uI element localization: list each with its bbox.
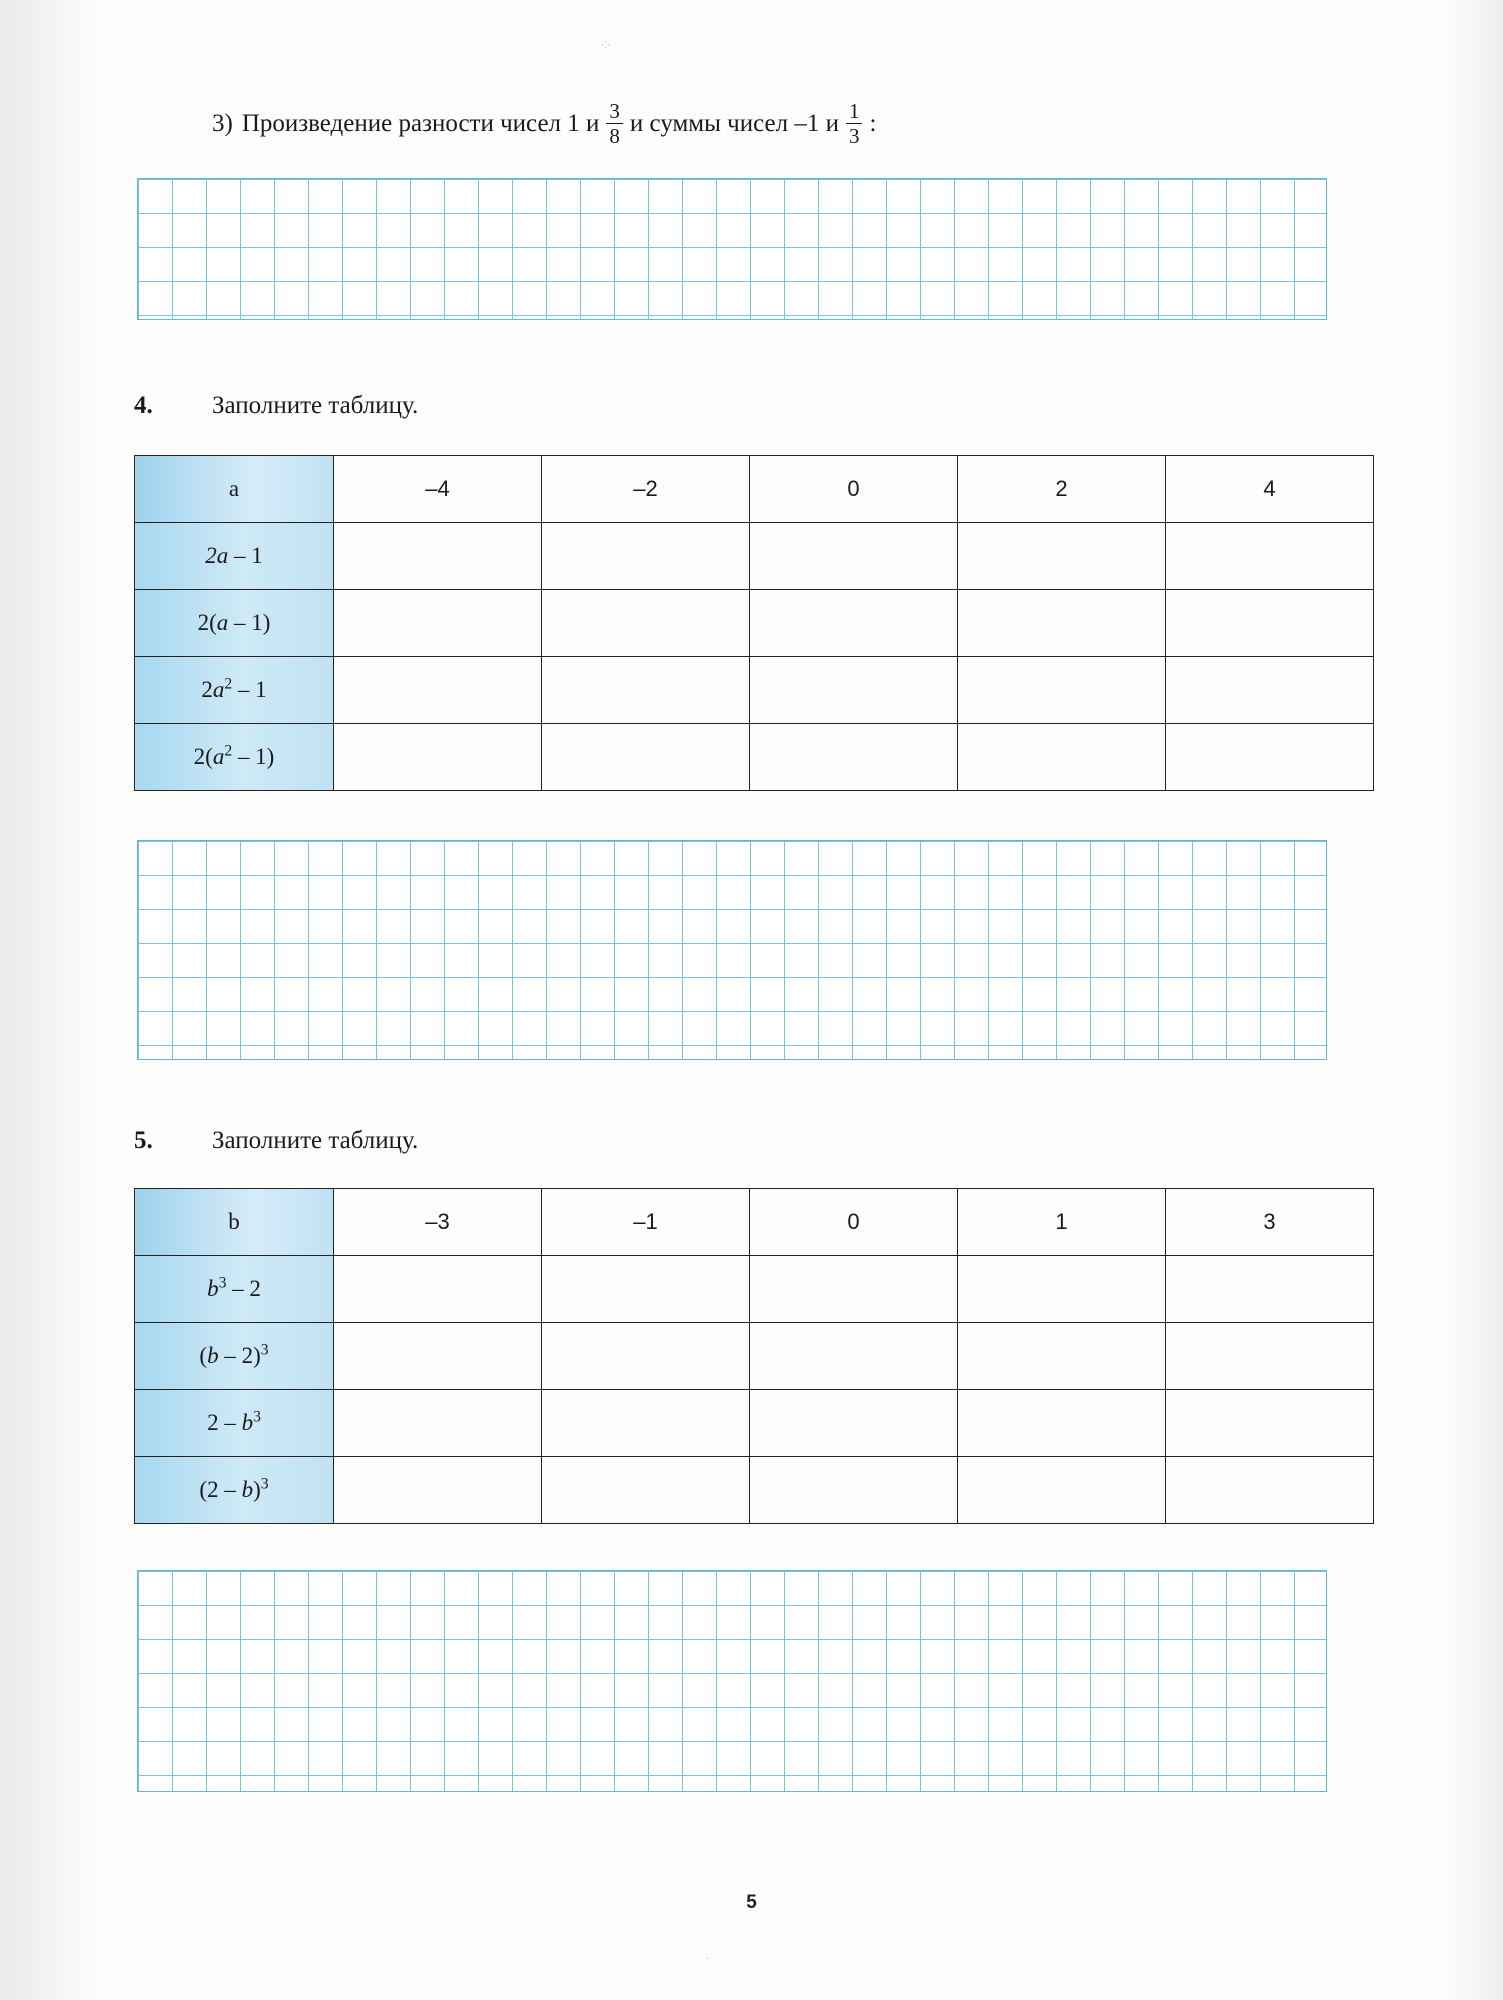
answer-cell[interactable] bbox=[542, 1390, 750, 1457]
answer-cell[interactable] bbox=[1166, 590, 1374, 657]
task-4-instruction: Заполните таблицу. bbox=[212, 392, 419, 419]
answer-cell[interactable] bbox=[334, 1457, 542, 1524]
fraction-three-eighths bbox=[606, 100, 623, 147]
table-row-header bbox=[135, 456, 1374, 523]
answer-cell[interactable] bbox=[542, 657, 750, 724]
table-row-label: $2a^2 - 1$ bbox=[135, 657, 334, 724]
answer-cell[interactable] bbox=[1166, 523, 1374, 590]
table-header-value: 2 bbox=[958, 456, 1166, 523]
answer-cell[interactable] bbox=[958, 657, 1166, 724]
answer-cell[interactable] bbox=[1166, 657, 1374, 724]
table-header-value: –1 bbox=[542, 1189, 750, 1256]
table-header-value: 0 bbox=[750, 1189, 958, 1256]
table-row bbox=[135, 724, 1374, 791]
table-row bbox=[135, 523, 1374, 590]
table-header-value: –3 bbox=[334, 1189, 542, 1256]
task-3-statement bbox=[212, 100, 876, 147]
answer-cell[interactable] bbox=[334, 1323, 542, 1390]
task-3-text-middle: и суммы чисел –1 и bbox=[629, 109, 839, 137]
answer-cell[interactable] bbox=[542, 1256, 750, 1323]
answer-cell[interactable] bbox=[750, 1256, 958, 1323]
answer-cell[interactable] bbox=[542, 724, 750, 791]
answer-cell[interactable] bbox=[750, 1457, 958, 1524]
task-3-marker: 3) bbox=[212, 109, 233, 137]
answer-cell[interactable] bbox=[958, 1390, 1166, 1457]
table-header-value: 3 bbox=[1166, 1189, 1374, 1256]
table-row-label: 2(a – 1) bbox=[135, 590, 334, 657]
table-row bbox=[135, 1323, 1374, 1390]
task-5-number: 5. bbox=[134, 1127, 153, 1154]
answer-cell[interactable] bbox=[750, 590, 958, 657]
answer-cell[interactable] bbox=[542, 523, 750, 590]
table-header-value: –4 bbox=[334, 456, 542, 523]
answer-cell[interactable] bbox=[1166, 1390, 1374, 1457]
table-header-value: –2 bbox=[542, 456, 750, 523]
table-row bbox=[135, 590, 1374, 657]
work-grid-middle[interactable] bbox=[137, 840, 1327, 1060]
task-3-text-before: Произведение разности чисел 1 и bbox=[241, 109, 600, 137]
table-row bbox=[135, 1256, 1374, 1323]
work-grid-bottom[interactable] bbox=[137, 1570, 1327, 1792]
task-5-instruction: Заполните таблицу. bbox=[212, 1127, 419, 1154]
page-number: 5 bbox=[746, 1892, 757, 1913]
scan-speck: · bbox=[705, 1952, 710, 1967]
fraction-numerator: 1 bbox=[848, 99, 860, 123]
answer-cell[interactable] bbox=[542, 1323, 750, 1390]
table-row bbox=[135, 1457, 1374, 1524]
answer-cell[interactable] bbox=[334, 523, 542, 590]
table-row-label: $b^3 - 2$ bbox=[135, 1256, 334, 1323]
answer-cell[interactable] bbox=[750, 724, 958, 791]
task-5-table bbox=[134, 1188, 1374, 1524]
answer-cell[interactable] bbox=[958, 1323, 1166, 1390]
answer-cell[interactable] bbox=[750, 1323, 958, 1390]
table-header-value: 4 bbox=[1166, 456, 1374, 523]
answer-cell[interactable] bbox=[958, 724, 1166, 791]
answer-cell[interactable] bbox=[958, 590, 1166, 657]
fraction-one-third bbox=[846, 100, 863, 147]
fraction-numerator: 3 bbox=[609, 99, 620, 123]
table-header-value: 0 bbox=[750, 456, 958, 523]
answer-cell[interactable] bbox=[334, 657, 542, 724]
answer-cell[interactable] bbox=[750, 657, 958, 724]
table-row-label: b bbox=[135, 1189, 334, 1256]
table-row-label: 2a – 1 bbox=[135, 523, 334, 590]
table-row-header bbox=[135, 1189, 1374, 1256]
answer-cell[interactable] bbox=[1166, 1457, 1374, 1524]
table-row bbox=[135, 1390, 1374, 1457]
table-row-label: a bbox=[135, 456, 334, 523]
task-5-heading bbox=[134, 1127, 418, 1155]
answer-cell[interactable] bbox=[750, 1390, 958, 1457]
answer-cell[interactable] bbox=[958, 523, 1166, 590]
task-3-text-after: : bbox=[869, 109, 877, 137]
task-4-heading bbox=[134, 392, 418, 420]
answer-cell[interactable] bbox=[542, 1457, 750, 1524]
table-row-label: $2(a^2 - 1)$ bbox=[135, 724, 334, 791]
table-row-label: (2 – b)$^3$ bbox=[135, 1457, 334, 1524]
answer-cell[interactable] bbox=[334, 590, 542, 657]
table-header-value: 1 bbox=[958, 1189, 1166, 1256]
task-4-table bbox=[134, 455, 1374, 791]
task-4-number: 4. bbox=[134, 392, 153, 419]
scan-speck: ⁘ bbox=[600, 39, 612, 54]
answer-cell[interactable] bbox=[1166, 1323, 1374, 1390]
answer-cell[interactable] bbox=[334, 724, 542, 791]
answer-cell[interactable] bbox=[1166, 724, 1374, 791]
work-grid-top[interactable] bbox=[137, 178, 1327, 320]
fraction-denominator: 8 bbox=[606, 123, 623, 147]
answer-cell[interactable] bbox=[542, 590, 750, 657]
answer-cell[interactable] bbox=[958, 1457, 1166, 1524]
answer-cell[interactable] bbox=[958, 1256, 1166, 1323]
answer-cell[interactable] bbox=[334, 1390, 542, 1457]
table-row bbox=[135, 657, 1374, 724]
table-row-label: (b – 2)$^3$ bbox=[135, 1323, 334, 1390]
fraction-denominator: 3 bbox=[846, 123, 863, 147]
answer-cell[interactable] bbox=[1166, 1256, 1374, 1323]
answer-cell[interactable] bbox=[334, 1256, 542, 1323]
table-row-label: $2 - b^3$ bbox=[135, 1390, 334, 1457]
answer-cell[interactable] bbox=[750, 523, 958, 590]
